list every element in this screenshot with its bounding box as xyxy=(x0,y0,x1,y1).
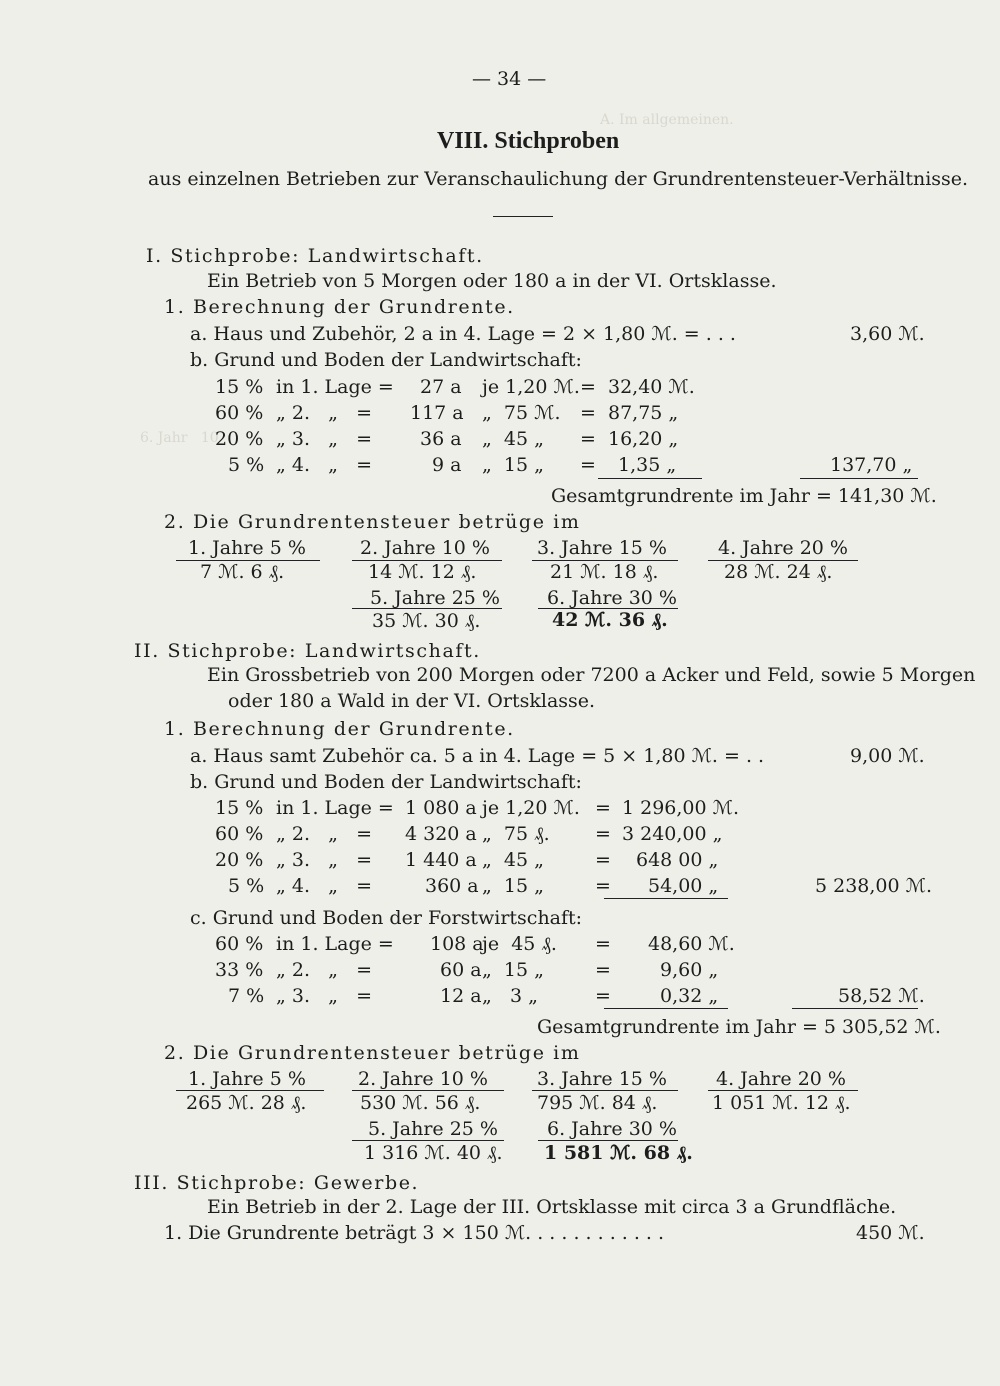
table-row-eq: = xyxy=(580,428,596,450)
table-row-rate: „ 3 „ xyxy=(482,985,538,1007)
table-row-pct: 15 % xyxy=(215,797,264,819)
tax-year-value: 14 ℳ. 12 ₰. xyxy=(368,561,477,583)
section-1-calc-title: 1. Berechnung der Grundrente. xyxy=(164,296,515,318)
document-page: A. Im allgemeinen. 6. Jahr 10 — 34 — VIII. Stichproben aus einzelnen Betrieben zur Veranschaulichung der Grundrentensteuer-Verhältnisse. I. Stichprobe: Landwirtschaft. Ein Betrieb von 5 Morgen oder 180 a in der VI. Ortsklasse. 1. Berechnung der Grundrente. a. Haus und Zubehör, 2 a in 4. Lage = 2 × 1,80 ℳ. = . . . 3,60 ℳ. b. Grund und Boden der Landwirtschaft: 15 % in 1. Lage = 27 a je 1,20 ℳ. = 32,40 ℳ. 60 % „ 2. „ = 117 a „ 75 ℳ. = 87,75 „ 20 % „ 3. „ = 36 a „ 45 „ = 16,20 „ 5 % „ 4. „ = 9 a „ 15 „ = 1,35 „ 137,70 „ Gesamtgrundrente im Jahr = 141,30 ℳ. 2. Die Grundrentensteuer betrüge im 1. Jahre 5 % 7 ℳ. 6 ₰. 2. Jahre 10 % 14 ℳ. 12 ₰. 3. Jahre 15 % 21 ℳ. 18 ₰. 4. Jahre 20 % 28 ℳ. 24 ₰. 5. Jahre 25 % 35 ℳ. 30 ₰. 6. Jahre 30 % 42 ℳ. 36 ₰. II. Stichprobe: Landwirtschaft. Ein Grossbetrieb von 200 Morgen oder 7200 a Acker und Feld, sowie 5 Morgen oder 180 a Wald in der VI. Ortsklasse. 1. Berechnung der Grundrente. a. Haus samt Zubehör ca. 5 a in 4. Lage = 5 × 1,80 ℳ. = . . 9,00 ℳ. b. Grund und Boden der Landwirtschaft: 15 % in 1. Lage = 1 080 a je 1,20 ℳ. = 1 296,00 ℳ. 60 % „ 2. „ = 4 320 a „ 75 ₰. = 3 240,00 „ 20 % „ 3. „ = 1 440 a „ 45 „ = 648 00 „ 5 % „ 4. „ = 360 a „ 15 „ = 54,00 „ 5 238,00 ℳ. c. Grund und Boden der Forstwirtschaft: 60 % in 1. Lage = 108 a je 45 ₰. = 48,60 ℳ. 33 % „ 2. „ = 60 a „ 15 „ = 9,60 „ 7 % „ 3. „ = 12 a „ 3 „ = 0,32 „ 58,52 ℳ. Gesamtgrundrente im Jahr = 5 305,52 ℳ. 2. Die Grundrentensteuer betrüge im 1. Jahre 5 % 265 ℳ. 28 ₰. 2. Jahre 10 % 530 ℳ. 56 ₰. 3. Jahre 15 % 795 ℳ. 84 ₰. 4. Jahre 20 % 1 051 ℳ. 12 ₰. 5. Jahre 25 % 1 316 ℳ. 40 ₰. 6. Jahre 30 % 1 581 ℳ. 68 ₰. III. Stichprobe: Gewerbe. Ein Betrieb in der 2. Lage der III. Ortsklasse mit circa 3 a Grundfläche. 1. Die Grundrente beträgt 3 × 150 ℳ. . . . . . . . . . . . 450 ℳ. xyxy=(134,68,976,1244)
table-row-rate: je 45 ₰. xyxy=(482,933,557,955)
tax-year-label: 1. Jahre 5 % xyxy=(188,1068,306,1090)
table-row-area: 1 080 a xyxy=(405,797,477,819)
table-row-eq: = xyxy=(595,849,611,871)
tax-year-value: 28 ℳ. 24 ₰. xyxy=(724,561,833,583)
table-row-area: 4 320 a xyxy=(405,823,477,845)
section-3-line: 1. Die Grundrente beträgt 3 × 150 ℳ. . . . . . . . . . . . xyxy=(164,1222,665,1244)
table-row-eq: = xyxy=(595,823,611,845)
tax-year-value: 7 ℳ. 6 ₰. xyxy=(200,561,285,583)
table-row-lage: in 1. Lage = xyxy=(276,933,394,955)
table-row-rate: „ 75 ₰. xyxy=(482,823,550,845)
section-2-intro-line-2: oder 180 a Wald in der VI. Ortsklasse. xyxy=(228,690,596,712)
table-row-lage: „ 4. „ = xyxy=(276,875,373,897)
section-2-item-a: a. Haus samt Zubehör ca. 5 a in 4. Lage = 5 × 1,80 ℳ. = . . xyxy=(190,745,765,767)
table-row-eq: = xyxy=(580,402,596,424)
table-row-value: 32,40 ℳ. xyxy=(608,376,695,398)
table-row-value: 1 296,00 ℳ. xyxy=(622,797,740,819)
table-row-area: 12 a xyxy=(440,985,482,1007)
table-row-area: 117 a xyxy=(410,402,464,424)
section-2-heading: II. Stichprobe: Landwirtschaft. xyxy=(134,640,481,662)
section-2-item-c: c. Grund und Boden der Forstwirtschaft: xyxy=(190,907,583,929)
tax-year-value: 42 ℳ. 36 ₰. xyxy=(552,609,668,631)
tax-year-label: 3. Jahre 15 % xyxy=(537,1068,667,1090)
table-row-lage: in 1. Lage = xyxy=(276,376,394,398)
tax-year-value: 21 ℳ. 18 ₰. xyxy=(550,561,659,583)
tax-year-rule xyxy=(176,1090,324,1091)
table-row-pct: 20 % xyxy=(215,849,264,871)
table-row-rate: „ 45 „ xyxy=(482,849,544,871)
tax-year-label: 4. Jahre 20 % xyxy=(718,537,848,559)
table-row-eq: = xyxy=(595,959,611,981)
table-row-rate: je 1,20 ℳ. xyxy=(482,797,580,819)
section-2-item-a-total: 9,00 ℳ. xyxy=(850,745,925,767)
table-row-value: 0,32 „ xyxy=(660,985,719,1007)
table-row-eq: = xyxy=(595,875,611,897)
section-2-intro-line-1: Ein Grossbetrieb von 200 Morgen oder 7200 a Acker und Feld, sowie 5 Morgen xyxy=(207,664,976,686)
table-row-value: 9,60 „ xyxy=(660,959,719,981)
table-row-area: 360 a xyxy=(425,875,479,897)
title-divider xyxy=(493,216,553,217)
table-row-rate: je 1,20 ℳ. xyxy=(482,376,580,398)
page-title: VIII. Stichproben xyxy=(437,128,620,154)
tax-year-label: 4. Jahre 20 % xyxy=(716,1068,846,1090)
table-row-value: 87,75 „ xyxy=(608,402,679,424)
tax-year-label: 2. Jahre 10 % xyxy=(358,1068,488,1090)
page-number: — 34 — xyxy=(472,68,547,90)
section-1-intro: Ein Betrieb von 5 Morgen oder 180 a in der VI. Ortsklasse. xyxy=(207,270,777,292)
section-2-calc-title: 1. Berechnung der Grundrente. xyxy=(164,718,515,740)
section-1-item-a-total: 3,60 ℳ. xyxy=(850,323,925,345)
table-row-area: 27 a xyxy=(420,376,462,398)
tax-year-value: 1 051 ℳ. 12 ₰. xyxy=(712,1092,851,1114)
section-2-b-total: 5 238,00 ℳ. xyxy=(815,875,933,897)
tax-year-label: 5. Jahre 25 % xyxy=(368,1118,498,1140)
section-1-item-a: a. Haus und Zubehör, 2 a in 4. Lage = 2 × 1,80 ℳ. = . . . xyxy=(190,323,736,345)
table-row-rate: „ 15 „ xyxy=(482,959,544,981)
tax-year-value: 265 ℳ. 28 ₰. xyxy=(186,1092,307,1114)
tax-year-rule xyxy=(352,1140,504,1141)
table-row-lage: „ 3. „ = xyxy=(276,428,373,450)
page-subtitle: aus einzelnen Betrieben zur Veranschaulichung der Grundrentensteuer-Verhältnisse. xyxy=(148,168,969,190)
tax-year-rule xyxy=(538,1140,678,1141)
total-rule xyxy=(792,1008,918,1009)
tax-year-label: 6. Jahre 30 % xyxy=(547,587,677,609)
section-3-intro: Ein Betrieb in der 2. Lage der III. Ortsklasse mit circa 3 a Grundfläche. xyxy=(207,1196,897,1218)
table-row-value: 648 00 „ xyxy=(636,849,719,871)
table-row-eq: = xyxy=(595,933,611,955)
table-row-value: 1,35 „ xyxy=(618,454,677,476)
table-row-pct: 5 % xyxy=(228,454,265,476)
tax-year-value: 1 581 ℳ. 68 ₰. xyxy=(544,1142,693,1164)
subtotal-rule xyxy=(604,1008,728,1009)
tax-year-rule xyxy=(532,1090,678,1091)
section-1-grand-total: Gesamtgrundrente im Jahr = 141,30 ℳ. xyxy=(551,485,937,507)
table-row-lage: „ 2. „ = xyxy=(276,959,373,981)
table-row-area: 60 a xyxy=(440,959,482,981)
table-row-pct: 20 % xyxy=(215,428,264,450)
section-2-c-total: 58,52 ℳ. xyxy=(838,985,925,1007)
total-rule xyxy=(800,478,918,479)
table-row-rate: „ 15 „ xyxy=(482,454,544,476)
table-row-rate: „ 45 „ xyxy=(482,428,544,450)
table-row-pct: 5 % xyxy=(228,875,265,897)
table-row-area: 1 440 a xyxy=(405,849,477,871)
table-row-lage: „ 2. „ = xyxy=(276,823,373,845)
table-row-area: 108 a xyxy=(430,933,484,955)
table-row-area: 36 a xyxy=(420,428,462,450)
table-row-pct: 33 % xyxy=(215,959,264,981)
table-row-lage: in 1. Lage = xyxy=(276,797,394,819)
table-row-value: 3 240,00 „ xyxy=(622,823,723,845)
tax-year-label: 3. Jahre 15 % xyxy=(537,537,667,559)
table-row-eq: = xyxy=(580,454,596,476)
tax-year-value: 795 ℳ. 84 ₰. xyxy=(537,1092,658,1114)
table-row-pct: 60 % xyxy=(215,402,264,424)
section-1-heading: I. Stichprobe: Landwirtschaft. xyxy=(146,245,484,267)
table-row-lage: „ 4. „ = xyxy=(276,454,373,476)
section-3-total: 450 ℳ. xyxy=(856,1222,925,1244)
table-row-lage: „ 3. „ = xyxy=(276,985,373,1007)
tax-year-value: 530 ℳ. 56 ₰. xyxy=(360,1092,481,1114)
tax-year-label: 1. Jahre 5 % xyxy=(188,537,306,559)
tax-year-value: 35 ℳ. 30 ₰. xyxy=(372,610,481,632)
table-row-pct: 60 % xyxy=(215,933,264,955)
table-row-pct: 7 % xyxy=(228,985,265,1007)
subtotal-rule xyxy=(598,478,702,479)
table-row-rate: „ 15 „ xyxy=(482,875,544,897)
section-2-grand-total: Gesamtgrundrente im Jahr = 5 305,52 ℳ. xyxy=(537,1016,941,1038)
tax-year-value: 1 316 ℳ. 40 ₰. xyxy=(364,1142,503,1164)
table-row-pct: 15 % xyxy=(215,376,264,398)
table-row-value: 54,00 „ xyxy=(648,875,719,897)
table-row-value: 16,20 „ xyxy=(608,428,679,450)
section-1-item-b: b. Grund und Boden der Landwirtschaft: xyxy=(190,349,582,371)
table-row-rate: „ 75 ℳ. xyxy=(482,402,561,424)
table-row-eq: = xyxy=(595,797,611,819)
tax-year-label: 5. Jahre 25 % xyxy=(370,587,500,609)
tax-year-label: 2. Jahre 10 % xyxy=(360,537,490,559)
table-row-pct: 60 % xyxy=(215,823,264,845)
table-row-lage: „ 3. „ = xyxy=(276,849,373,871)
table-row-eq: = xyxy=(595,985,611,1007)
table-row-value: 48,60 ℳ. xyxy=(648,933,735,955)
table-row-eq: = xyxy=(580,376,596,398)
section-1-b-total: 137,70 „ xyxy=(830,454,913,476)
tax-year-label: 6. Jahre 30 % xyxy=(547,1118,677,1140)
tax-year-rule xyxy=(708,1090,858,1091)
section-2-tax-title: 2. Die Grundrentensteuer betrüge im xyxy=(164,1042,581,1064)
tax-year-rule xyxy=(352,1090,504,1091)
table-row-area: 9 a xyxy=(432,454,462,476)
section-1-tax-title: 2. Die Grundrentensteuer betrüge im xyxy=(164,511,581,533)
table-row-lage: „ 2. „ = xyxy=(276,402,373,424)
subtotal-rule xyxy=(604,898,728,899)
tax-year-rule xyxy=(352,608,502,609)
section-2-item-b: b. Grund und Boden der Landwirtschaft: xyxy=(190,771,582,793)
section-3-heading: III. Stichprobe: Gewerbe. xyxy=(134,1172,420,1194)
